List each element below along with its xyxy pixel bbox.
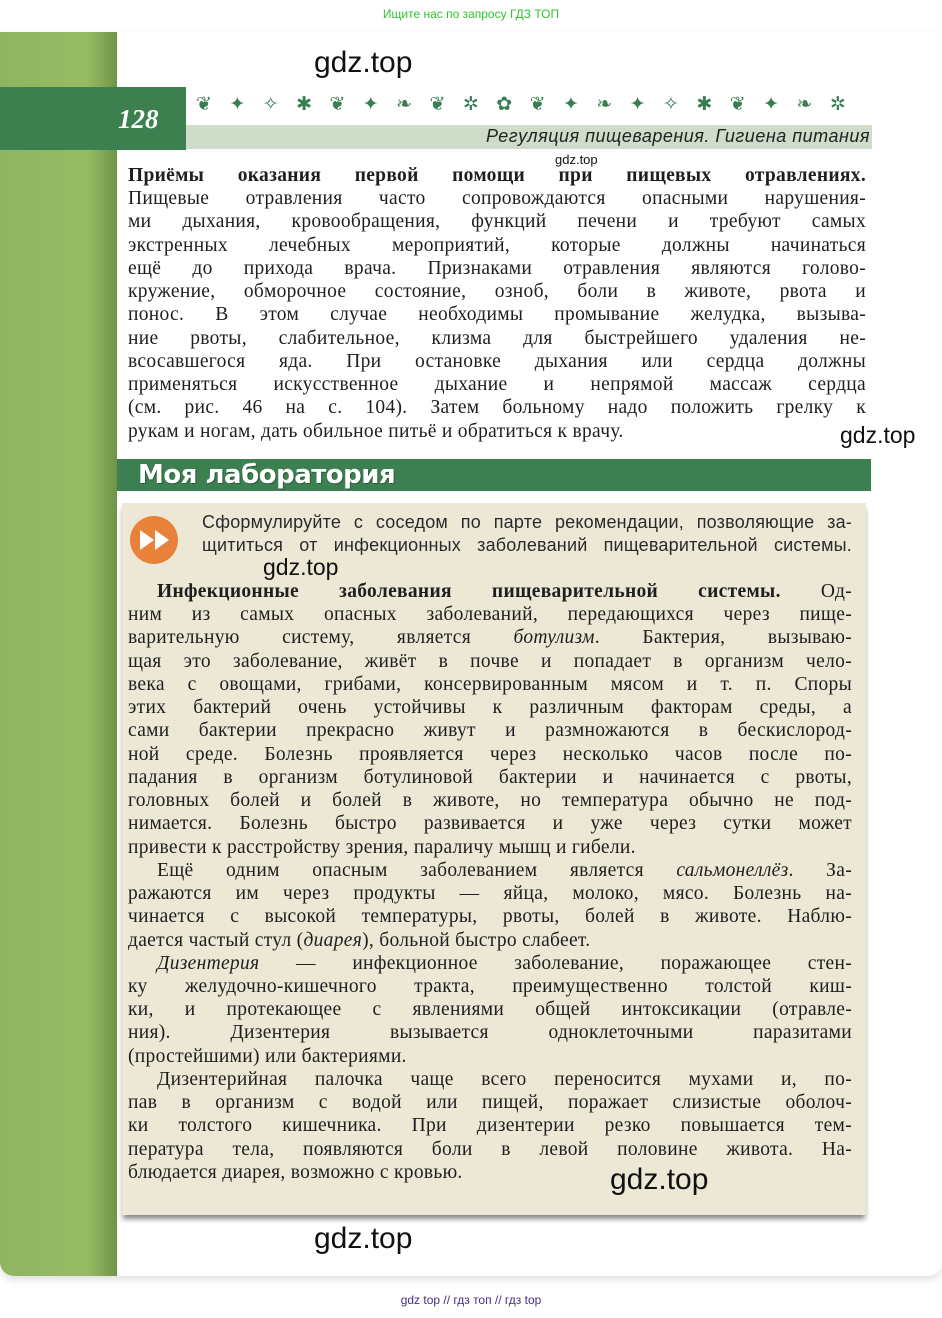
text-line — [128, 929, 852, 952]
text-segment: Од- — [780, 581, 852, 602]
text-line — [128, 743, 852, 766]
animal-silhouette-icon: ✿ — [496, 94, 513, 115]
text-segment: ку желудочно-кишечного тракта, преимущественно толстой киш- — [128, 975, 852, 997]
text-line — [128, 859, 852, 882]
text-segment: (простейшими) или бактериями. — [128, 1045, 407, 1067]
text-segment: Сформулируйте с соседом по парте рекомендации, позволяющие за- — [202, 512, 852, 532]
text-line — [128, 187, 866, 210]
animal-silhouette-icon: ✲ — [829, 94, 846, 115]
text-line — [128, 975, 852, 998]
text-segment: экстренных лечебных мероприятий, которые должны начинаться — [128, 234, 866, 256]
fast-forward-icon — [130, 516, 178, 564]
text-segment: применяться искусственное дыхание и непрямой массаж сердца — [128, 374, 866, 396]
animal-silhouette-icon: ❦ — [429, 94, 446, 115]
text-line — [128, 1068, 852, 1091]
animal-silhouette-icon: ❧ — [596, 94, 613, 115]
top-search-note: Ищите нас по запросу ГДЗ ТОП — [382, 7, 560, 21]
text-segment: ), больной быстро слабеет. — [362, 929, 591, 951]
text-line — [128, 696, 852, 719]
lab-text — [128, 580, 852, 1184]
watermark: gdz.top — [314, 46, 413, 79]
text-line — [128, 580, 852, 603]
text-segment: . Бактерия, вызываю- — [594, 627, 852, 649]
page-number: 128 — [118, 104, 159, 134]
text-line — [128, 882, 852, 905]
text-line — [128, 373, 866, 396]
animal-silhouette-icon: ✦ — [629, 94, 646, 115]
textbook-page — [0, 32, 942, 1276]
italic-term: сальмонеллёз — [676, 859, 789, 881]
animal-silhouette-icon: ✦ — [362, 94, 379, 115]
italic-term: ботулизм — [513, 627, 595, 649]
text-line — [128, 626, 852, 649]
text-line — [128, 303, 866, 326]
text-line — [202, 511, 852, 534]
text-line — [128, 789, 852, 812]
text-line — [128, 1138, 852, 1161]
text-segment: ми дыхания, кровообращения, функций печени и требуют самых — [128, 211, 866, 233]
text-line — [128, 234, 866, 257]
lab-title: Моя лаборатория — [138, 460, 396, 490]
text-segment: ние рвоты, слабительное, клизма для быстрейшего удаления не- — [128, 327, 866, 349]
text-line — [128, 350, 866, 373]
text-line — [128, 1161, 852, 1184]
watermark: gdz.top — [263, 554, 339, 580]
text-segment: ки толстого кишечника. При дизентерии резко повышается тем- — [128, 1115, 852, 1137]
animal-silhouette-icon: ❧ — [796, 94, 813, 115]
text-line — [128, 719, 852, 742]
text-segment: щая это заболевание, живёт в почве и попадает в организм чело- — [128, 650, 852, 672]
text-segment: понос. В этом случае необходимы промывание желудка, вызыва- — [128, 304, 866, 326]
text-line — [128, 836, 852, 859]
text-segment: пература тела, появляются боли в левой половине живота. На- — [128, 1138, 852, 1160]
text-line — [128, 1091, 852, 1114]
text-segment: головных болей и болей в животе, но температура обычно не под- — [128, 790, 852, 812]
animal-silhouette-icon: ✧ — [262, 94, 279, 115]
text-segment: щититься от инфекционных заболеваний пищеварительной системы. — [202, 535, 852, 556]
animal-silhouette-icon: ✦ — [229, 94, 246, 115]
animal-silhouettes-row — [196, 92, 846, 118]
text-segment: привести к расстройству зрения, параличу мышц и гибели. — [128, 836, 636, 858]
text-line — [128, 603, 852, 626]
text-segment: Пищевые отравления часто сопровождаются опасными нарушения- — [128, 188, 866, 210]
text-line — [128, 812, 852, 835]
text-segment: . За- — [788, 859, 852, 881]
text-segment: века с овощами, грибами, консервированным мясом и т. п. Споры — [128, 673, 852, 695]
animal-silhouette-icon: ✦ — [562, 94, 579, 115]
bold-heading: Приёмы оказания первой помощи при пищевых отравлениях. — [128, 165, 866, 186]
animal-silhouette-icon: ✲ — [462, 94, 479, 115]
text-segment: ной среде. Болезнь проявляется через несколько часов после по- — [128, 743, 852, 765]
text-line — [128, 420, 866, 443]
text-line — [128, 327, 866, 350]
text-segment: Ещё одним опасным заболеванием является — [157, 859, 677, 881]
text-segment: нимается. Болезнь быстро развивается и уже через сутки может — [128, 813, 852, 835]
text-line — [128, 998, 852, 1021]
text-segment: кружение, обморочное состояние, озноб, боли в животе, рвота и — [128, 281, 866, 303]
chapter-subtitle: Регуляция пищеварения. Гигиена питания — [485, 126, 870, 146]
text-line — [128, 1045, 852, 1068]
text-line — [128, 164, 866, 187]
text-segment: чинается с высокой температуры, рвоты, болей в животе. Наблю- — [128, 906, 852, 928]
animal-silhouette-icon: ✧ — [663, 94, 679, 115]
watermark: gdz.top — [314, 1222, 413, 1255]
text-line — [128, 257, 866, 280]
text-line — [128, 1114, 852, 1137]
text-segment: варительную систему, является — [128, 627, 514, 649]
animal-silhouette-icon: ❦ — [196, 94, 212, 115]
text-line — [128, 766, 852, 789]
animal-silhouette-icon: ❧ — [396, 94, 413, 115]
animal-silhouette-icon: ✦ — [763, 94, 780, 115]
watermark: gdz.top — [840, 422, 916, 448]
text-segment: (см. рис. 46 на с. 104). Затем больному надо положить грелку к — [128, 397, 866, 419]
text-segment: рукам и ногам, дать обильное питьё и обратиться к врачу. — [128, 420, 624, 442]
text-line — [128, 952, 852, 975]
text-segment: дается частый стул ( — [128, 929, 304, 951]
text-line — [128, 650, 852, 673]
italic-term: Дизентерия — [157, 952, 260, 974]
footer-links: gdz top // гдз топ // гдз top — [400, 1293, 542, 1307]
text-segment: — инфекционное заболевание, поражающее стен- — [259, 952, 852, 974]
text-segment: блюдается диарея, возможно с кровью. — [128, 1161, 463, 1183]
animal-silhouette-icon: ✱ — [696, 94, 713, 115]
text-line — [128, 280, 866, 303]
text-segment: этих бактерий очень устойчивы к различным факторам среды, а — [128, 697, 852, 719]
text-line — [128, 905, 852, 928]
page-side-strip — [0, 32, 117, 1276]
bold-heading: Инфекционные заболевания пищеварительной системы. — [157, 581, 781, 602]
text-line — [128, 1021, 852, 1044]
animal-silhouette-icon: ❦ — [329, 94, 346, 115]
text-segment: ещё до прихода врача. Признаками отравления являются голово- — [128, 257, 866, 279]
animal-silhouette-icon: ✱ — [296, 94, 312, 115]
animal-silhouette-icon: ❦ — [529, 94, 546, 115]
text-line — [128, 210, 866, 233]
text-segment: падания в организм ботулиновой бактерии и начинается с рвоты, — [128, 766, 852, 788]
text-segment: ражаются им через продукты — яйца, молоко, мясо. Болезнь на- — [128, 883, 852, 905]
text-segment: ния). Дизентерия вызывается одноклеточными паразитами — [128, 1022, 852, 1044]
text-segment: ним из самых опасных заболеваний, передающихся через пище- — [128, 604, 852, 626]
animal-silhouette-icon: ❦ — [729, 94, 746, 115]
watermark: gdz.top — [555, 152, 598, 167]
watermark: gdz.top — [610, 1163, 709, 1196]
text-segment: Дизентерийная палочка чаще всего переносится мухами и, по- — [157, 1068, 852, 1090]
lab-task — [202, 511, 852, 557]
text-segment: всосавшегося яда. При остановке дыхания или сердца должны — [128, 350, 866, 372]
text-segment: ки, и протекающее с явлениями общей интоксикации (отравле- — [128, 999, 852, 1021]
text-line — [128, 396, 866, 419]
text-line — [128, 673, 852, 696]
text-segment: пав в организм с водой или пищей, поражает слизистые оболоч- — [128, 1092, 852, 1114]
first-aid-text — [128, 164, 866, 443]
italic-term: диарея — [303, 929, 363, 951]
text-segment: сами бактерии прекрасно живут и размножаются в бескислород- — [128, 720, 852, 742]
